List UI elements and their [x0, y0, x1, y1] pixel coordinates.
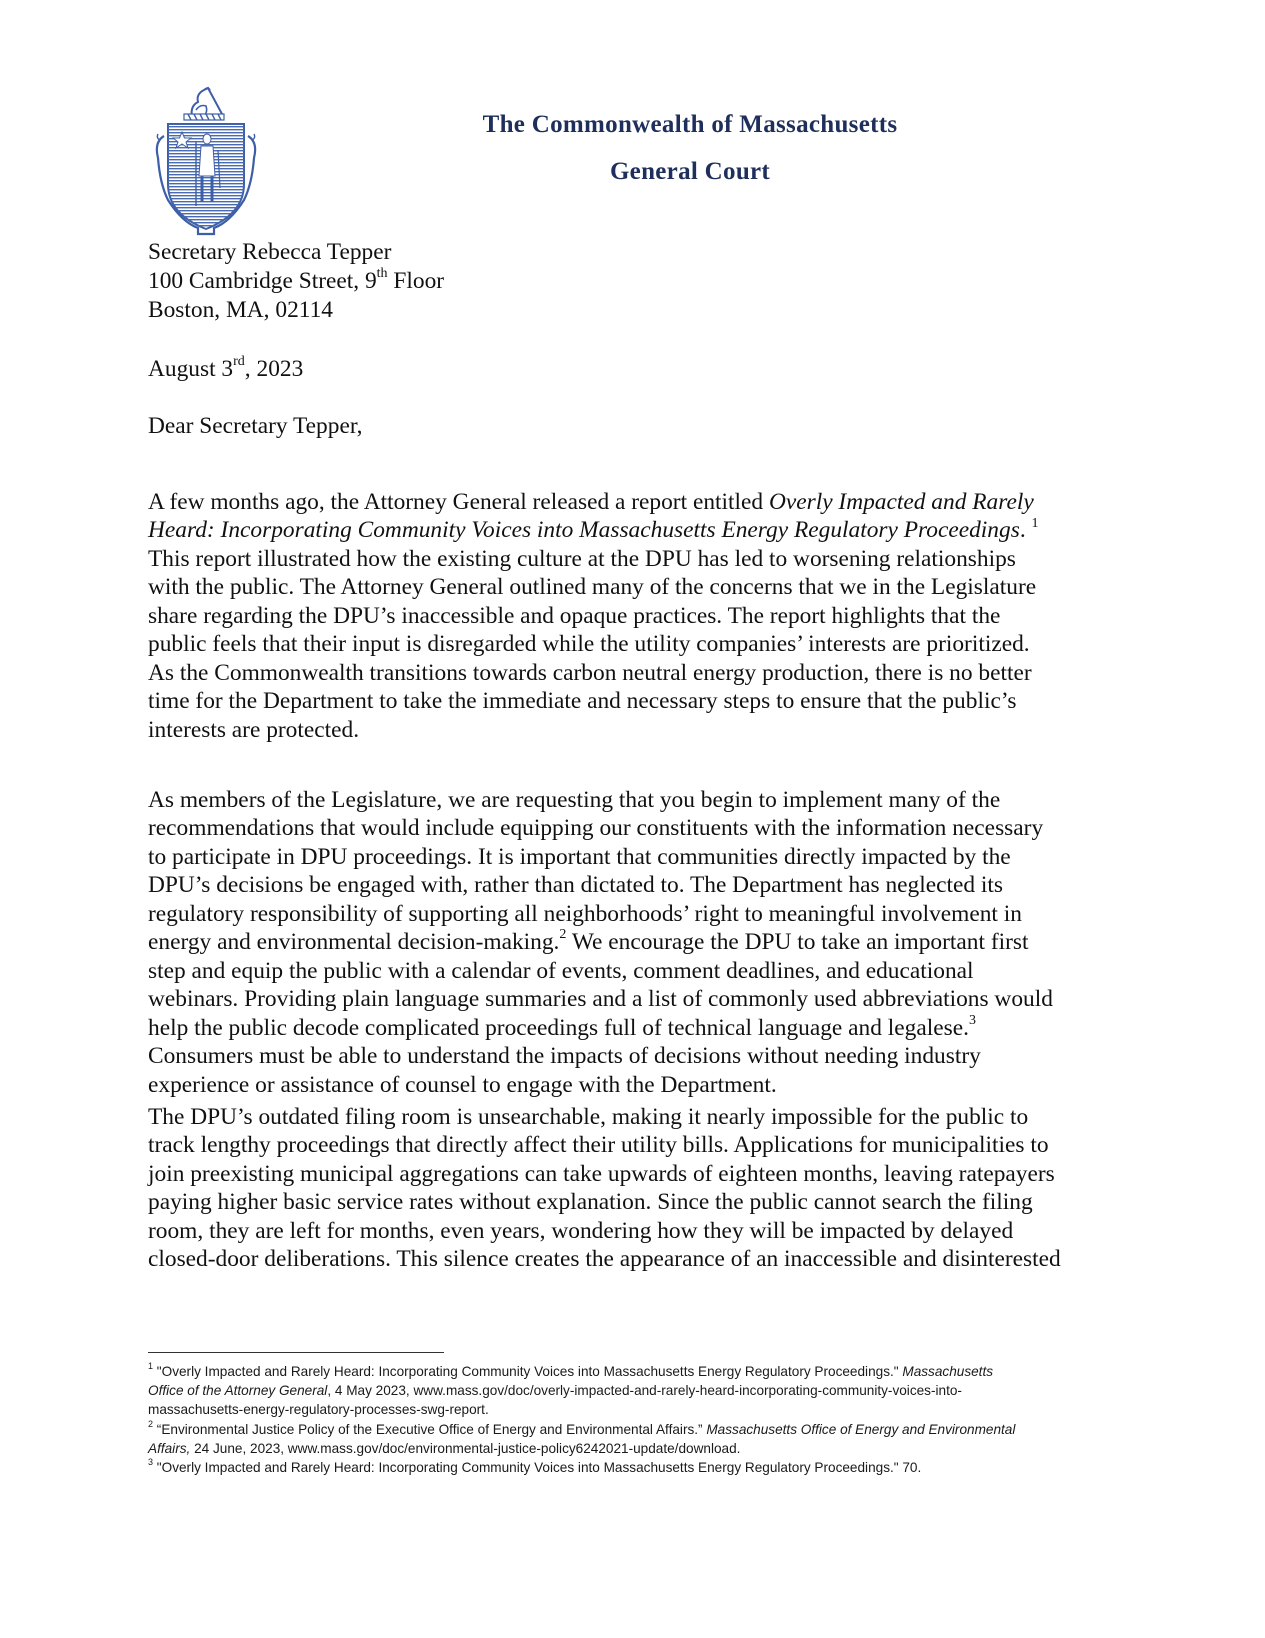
footnote-ref: 2	[559, 927, 567, 943]
recipient-name: Secretary Rebecca Tepper	[148, 239, 392, 265]
footnote-divider	[148, 1352, 444, 1353]
line-text: DPU’s decisions be engaged with, rather than dictated to. The Department has neglected its	[148, 872, 1004, 899]
date-year: , 2023	[244, 356, 304, 382]
paragraph-1-line	[148, 659, 1032, 687]
paragraph-2-line	[148, 1071, 777, 1099]
line-text: webinars. Providing plain language summaries and a list of commonly used abbreviations would	[148, 986, 1053, 1013]
paragraph-1-line	[148, 488, 1034, 516]
line-text: As members of the Legislature, we are requesting that you begin to implement many of the	[148, 787, 1001, 813]
line-text: "Overly Impacted and Rarely Heard: Incorporating Community Voices into Massachusetts Energy Regulatory Proceedings."	[153, 1364, 903, 1379]
line-text: energy and environmental decision-making.	[148, 929, 560, 956]
footnote-3-line	[148, 1458, 921, 1477]
paragraph-1-line	[148, 630, 1030, 658]
line-text: help the public decode complicated proceedings full of technical language and legalese.	[148, 1014, 969, 1041]
paragraph-2-line	[148, 1042, 981, 1070]
line-text: “Environmental Justice Policy of the Executive Office of Energy and Environmental Affairs.”	[153, 1421, 707, 1437]
line-text: with the public. The Attorney General outlined many of the concerns that we in the Legislature	[148, 574, 1037, 601]
paragraph-3-line	[148, 1188, 1033, 1216]
footnote-1-line	[148, 1381, 962, 1400]
paragraph-1-line	[148, 602, 1000, 630]
paragraph-3-line	[148, 1217, 1013, 1245]
paragraph-1-line	[148, 516, 1039, 544]
footnote-2-line	[148, 1439, 740, 1458]
paragraph-2-line	[148, 928, 1029, 956]
line-text: , 4 May 2023, www.mass.gov/doc/overly-impacted-and-rarely-heard-incorporating-community-voices-into-	[327, 1383, 962, 1399]
footnote-ref: 3	[968, 1012, 976, 1028]
line-text: As the Commonwealth transitions towards carbon neutral energy production, there is no better	[148, 659, 1032, 686]
letterhead-subtitle: General Court	[609, 158, 771, 185]
footnote-number: 2	[148, 1419, 154, 1430]
italic-title: Heard: Incorporating Community Voices into Massachusetts Energy Regulatory Proceedings	[148, 517, 1020, 544]
ordinal-suffix: rd	[233, 354, 245, 370]
line-text: massachusetts-energy-regulatory-processes-swg-report.	[148, 1402, 489, 1418]
date-text: August 3	[148, 356, 234, 382]
line-text: time for the Department to take the immediate and necessary steps to ensure that the public’s	[148, 688, 1017, 715]
paragraph-3-line	[148, 1131, 1049, 1159]
paragraph-2-line	[148, 957, 974, 985]
line-text: The DPU’s outdated filing room is unsearchable, making it nearly impossible for the public to	[148, 1104, 1029, 1130]
line-text: interests are protected.	[148, 716, 360, 743]
paragraph-2-line	[148, 786, 1000, 814]
line-text: paying higher basic service rates without explanation. Since the public cannot search the filing	[148, 1189, 1033, 1216]
italic-title: Office of the Attorney General	[148, 1383, 328, 1399]
paragraph-2-line	[148, 814, 1043, 842]
line-text: "Overly Impacted and Rarely Heard: Incorporating Community Voices into Massachusetts Energy Regulatory Proceedings." 70.	[153, 1460, 922, 1475]
line-text: 24 June, 2023, www.mass.gov/doc/environmental-justice-policy6242021-update/download.	[190, 1440, 741, 1456]
italic-title: Massachusetts	[902, 1364, 994, 1379]
recipient-address-text: 100 Cambridge Street, 9	[148, 268, 377, 294]
paragraph-1-line	[148, 545, 1016, 573]
salutation: Dear Secretary Tepper,	[148, 413, 363, 439]
massachusetts-seal-icon	[146, 84, 266, 236]
footnote-ref: 1	[1031, 515, 1039, 531]
italic-title: Massachusetts Office of Energy and Environmental	[706, 1421, 1016, 1437]
paragraph-3-line	[148, 1245, 1061, 1273]
line-text: public feels that their input is disregarded while the utility companies’ interests are prioritized.	[148, 631, 1030, 658]
line-text: closed-door deliberations. This silence creates the appearance of an inaccessible and disinterested	[148, 1246, 1061, 1273]
paragraph-1-line	[148, 573, 1036, 601]
recipient-city: Boston, MA, 02114	[148, 297, 333, 323]
line-text: join preexisting municipal aggregations can take upwards of eighteen months, leaving ratepayers	[148, 1160, 1055, 1187]
italic-title: Overly Impacted and Rarely	[768, 489, 1034, 515]
line-text: .	[1019, 517, 1032, 544]
line-text: A few months ago, the Attorney General released a report entitled	[148, 489, 769, 515]
line-text: regulatory responsibility of supporting all neighborhoods’ right to meaningful involvement in	[148, 900, 1022, 927]
paragraph-3-line	[148, 1103, 1028, 1131]
italic-title: Affairs,	[148, 1440, 191, 1456]
line-text: share regarding the DPU’s inaccessible and opaque practices. The report highlights that the	[148, 602, 1001, 629]
footnote-number: 1	[148, 1361, 154, 1372]
paragraph-1-line	[148, 716, 359, 744]
line-text: recommendations that would include equipping our constituents with the information necessary	[148, 815, 1044, 842]
letter-date	[148, 355, 303, 383]
footnote-1-line	[148, 1400, 489, 1419]
line-text: experience or assistance of counsel to engage with the Department.	[148, 1071, 777, 1098]
paragraph-2-line	[148, 900, 1022, 928]
line-text: We encourage the DPU to take an important first	[566, 929, 1029, 956]
line-text: track lengthy proceedings that directly affect their utility bills. Applications for municipalities to	[148, 1132, 1049, 1159]
letterhead-title: The Commonwealth of Massachusetts	[482, 111, 898, 138]
line-text: This report illustrated how the existing culture at the DPU has led to worsening relationships	[148, 545, 1016, 572]
recipient-address-text-end: Floor	[387, 268, 445, 294]
line-text: room, they are left for months, even years, wondering how they will be impacted by delayed	[148, 1217, 1014, 1244]
paragraph-2-line	[148, 1014, 976, 1042]
footnote-number: 3	[148, 1457, 154, 1468]
footnote-2-line	[148, 1420, 1015, 1439]
paragraph-3-line	[148, 1160, 1055, 1188]
paragraph-1-line	[148, 687, 1016, 715]
footnote-1-line	[148, 1362, 993, 1381]
paragraph-2-line	[148, 843, 1011, 871]
ordinal-suffix: th	[376, 266, 388, 282]
line-text: to participate in DPU proceedings. It is important that communities directly impacted by the	[148, 843, 1011, 870]
line-text: Consumers must be able to understand the impacts of decisions without needing industry	[148, 1043, 981, 1070]
paragraph-2-line	[148, 871, 1003, 899]
line-text: step and equip the public with a calendar of events, comment deadlines, and educational	[148, 957, 974, 984]
paragraph-2-line	[148, 985, 1053, 1013]
recipient-address	[148, 267, 444, 295]
